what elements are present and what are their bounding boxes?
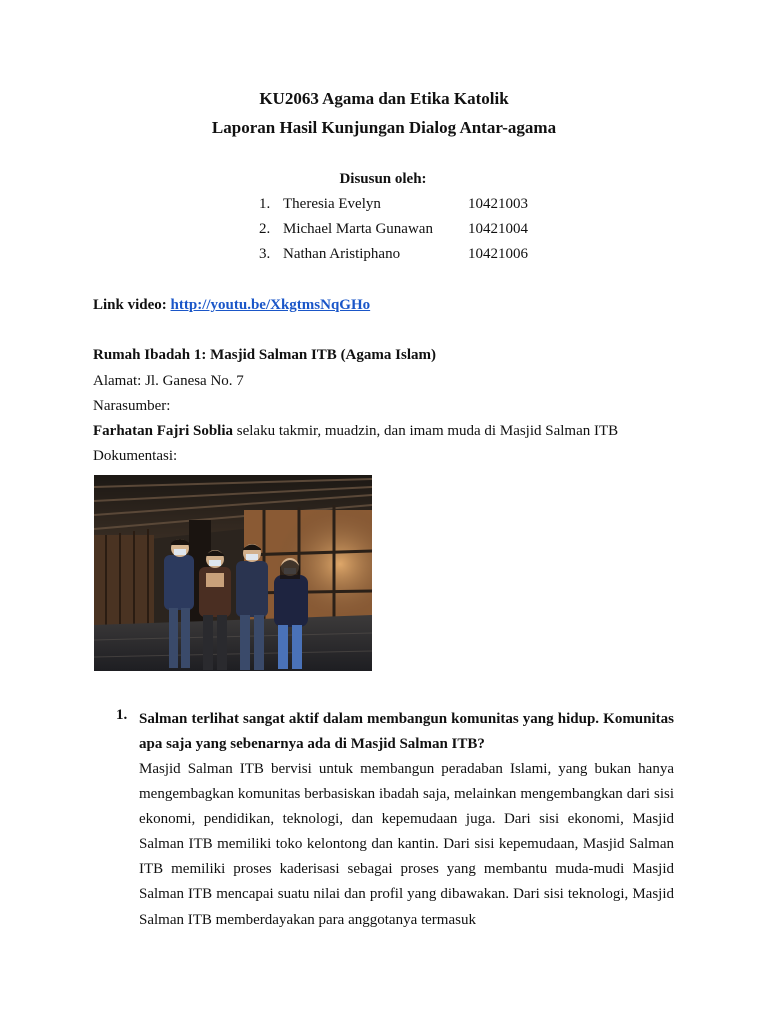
source-line	[93, 423, 618, 440]
author-name: Theresia Evelyn	[283, 196, 381, 212]
video-link[interactable]: http://youtu.be/XkgtmsNqGHo	[170, 297, 371, 313]
author-name: Nathan Aristiphano	[283, 246, 401, 262]
author-id: 10421006	[468, 246, 528, 262]
author-id: 10421004	[468, 221, 528, 237]
author-number: 1.	[259, 196, 271, 212]
site-heading: Rumah Ibadah 1: Masjid Salman ITB (Agama Islam)	[93, 347, 436, 363]
site-address: Alamat: Jl. Ganesa No. 7	[93, 373, 244, 389]
documentation-photo	[94, 475, 372, 671]
answer-text: Masjid Salman ITB bervisi untuk membangun peradaban Islami, yang bukan hanya mengembagkan komunitas berbasiskan ibadah saja, melainkan mengembangkan dari sisi ekonomi, pendidikan, teknologi, dan kepemudaan juga. Dari sisi ekonomi, Masjid Salman ITB memiliki toko kelontong dan kantin. Dari sisi kepemudaan, Masjid Salman ITB memiliki proses kaderisasi sebagai proses yang membantu muda-mudi Masjid Salman ITB mencapai suatu nilai dan profil yang dibawakan. Dari sisi teknologi, Masjid Salman ITB memberdayakan para anggotanya termasuk	[139, 761, 674, 928]
source-description: selaku takmir, muadzin, dan imam muda di Masjid Salman ITB	[233, 423, 619, 439]
author-id: 10421003	[468, 196, 528, 212]
documentation-label: Dokumentasi:	[93, 448, 178, 464]
question-number: 1.	[116, 707, 128, 723]
author-name: Michael Marta Gunawan	[283, 221, 433, 237]
author-number: 2.	[259, 221, 271, 237]
report-title: Laporan Hasil Kunjungan Dialog Antar-agama	[211, 118, 557, 137]
video-label: Link video:	[93, 297, 171, 313]
authors-heading: Disusun oleh:	[339, 171, 427, 187]
author-number: 3.	[259, 246, 271, 262]
course-title: KU2063 Agama dan Etika Katolik	[259, 89, 509, 108]
question-text: Salman terlihat sangat aktif dalam membangun komunitas yang hidup. Komunitas apa saja yang sebenarnya ada di Masjid Salman ITB?	[139, 711, 674, 753]
video-line	[93, 297, 370, 314]
source-label: Narasumber:	[93, 398, 171, 414]
source-name: Farhatan Fajri Soblia	[93, 423, 234, 439]
